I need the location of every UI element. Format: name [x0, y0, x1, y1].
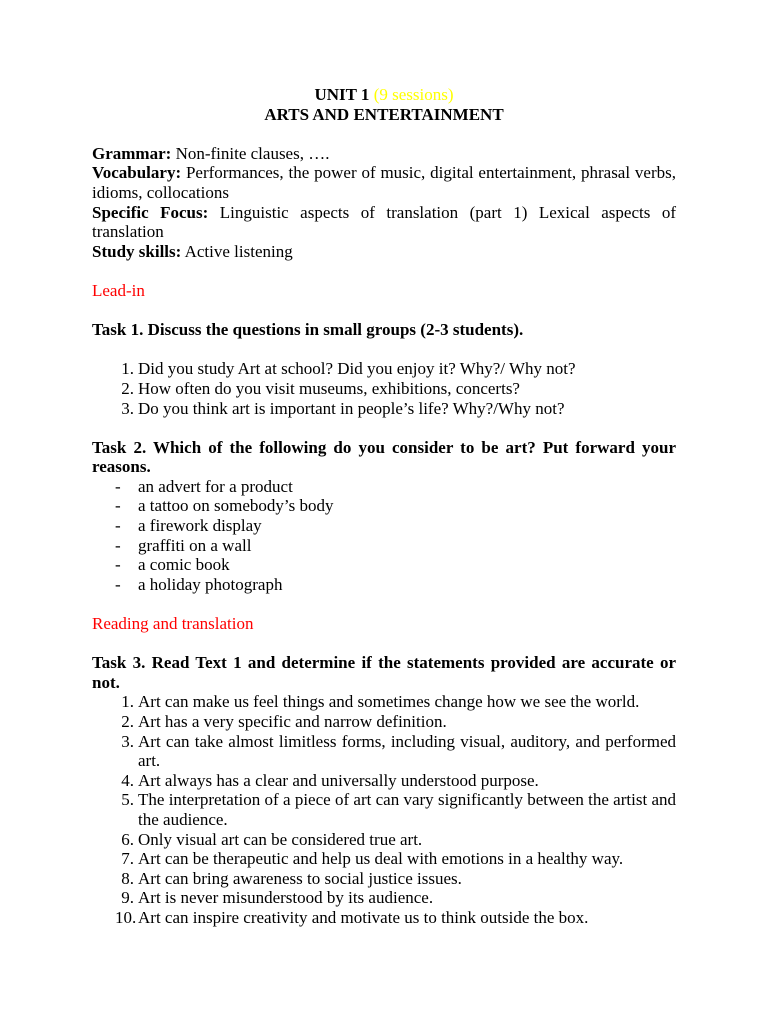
item-number: 2. — [121, 378, 134, 398]
list-item — [92, 790, 676, 829]
item-dash: - — [115, 555, 121, 575]
item-text: a firework display — [138, 516, 262, 536]
item-dash: - — [115, 574, 121, 594]
unit-title — [92, 105, 676, 125]
focus-text: Linguistic aspects of translation (part 1) Lexical aspects of translation — [92, 202, 676, 242]
skills-label: Study skills: — [92, 241, 182, 261]
sessions-label: (9 sessions) — [373, 85, 454, 104]
vocabulary-line — [92, 163, 676, 202]
item-text: Art always has a clear and universally understood purpose. — [138, 770, 539, 790]
list-item — [92, 771, 676, 791]
vocabulary-label: Vocabulary: — [92, 163, 182, 183]
item-text: a holiday photograph — [138, 574, 283, 594]
item-text: Art can bring awareness to social justice issues. — [138, 868, 462, 888]
item-text: an advert for a product — [138, 476, 293, 496]
item-number: 3. — [121, 731, 134, 751]
item-text: Art has a very specific and narrow definition. — [138, 712, 447, 731]
item-text: a tattoo on somebody’s body — [138, 496, 334, 516]
item-text: How often do you visit museums, exhibitions, concerts? — [138, 378, 520, 398]
task2-list — [92, 477, 676, 595]
vocabulary-text: Performances, the power of music, digital entertainment, phrasal verbs, idioms, collocations — [92, 163, 676, 202]
item-number: 5. — [121, 790, 134, 810]
task1-title-text: Task 1. Discuss the questions in small groups (2-3 students). — [92, 320, 524, 340]
list-item — [92, 830, 676, 850]
item-text: Art can make us feel things and sometimes change how we see the world. — [138, 692, 640, 712]
list-item — [92, 849, 676, 869]
list-item — [92, 536, 676, 556]
item-number: 8. — [121, 868, 134, 888]
item-number: 1. — [121, 692, 134, 712]
task2-title — [92, 438, 676, 477]
leadin-heading: Lead-in — [92, 280, 145, 300]
item-number: 4. — [121, 770, 134, 790]
list-item — [92, 712, 676, 732]
list-item — [92, 496, 676, 516]
item-text: graffiti on a wall — [138, 535, 252, 555]
list-item — [92, 869, 676, 889]
item-number: 1. — [121, 359, 134, 379]
item-dash: - — [115, 535, 121, 555]
list-item — [92, 575, 676, 595]
task3-title — [92, 653, 676, 692]
list-item — [92, 477, 676, 497]
grammar-label: Grammar: — [92, 143, 172, 163]
item-text: Only visual art can be considered true art. — [138, 829, 423, 849]
list-item — [92, 888, 676, 908]
list-item — [92, 692, 676, 712]
unit-label: UNIT 1 — [314, 85, 370, 104]
skills-text: Active listening — [181, 241, 293, 261]
item-number: 9. — [121, 888, 134, 908]
item-dash: - — [115, 516, 121, 536]
list-item — [92, 555, 676, 575]
task2-title-text: Task 2. Which of the following do you consider to be art? Put forward your reasons. — [92, 437, 676, 477]
item-text: The interpretation of a piece of art can vary significantly between the artist and the audience. — [138, 790, 676, 829]
item-number: 3. — [121, 398, 134, 418]
focus-line — [92, 203, 676, 242]
item-text: Do you think art is important in people’s life? Why?/Why not? — [138, 398, 565, 418]
grammar-text: Non-finite clauses, …. — [171, 143, 330, 163]
item-dash: - — [115, 476, 121, 496]
reading-heading: Reading and translation — [92, 614, 254, 634]
item-dash: - — [115, 496, 121, 516]
unit-heading — [92, 85, 676, 105]
list-item — [92, 908, 676, 928]
focus-label: Specific Focus: — [92, 202, 209, 222]
task1-list — [92, 359, 676, 418]
item-text: Art is never misunderstood by its audience. — [138, 888, 434, 908]
item-number: 6. — [121, 829, 134, 849]
list-item — [92, 516, 676, 536]
item-number: 2. — [121, 712, 134, 731]
unit-title-text: ARTS AND ENTERTAINMENT — [264, 104, 504, 124]
grammar-line — [92, 144, 676, 164]
task3-title-text: Task 3. Read Text 1 and determine if the statements provided are accurate or not. — [92, 653, 676, 692]
item-number: 10. — [115, 907, 137, 927]
list-item — [92, 732, 676, 771]
item-text: Art can be therapeutic and help us deal with emotions in a healthy way. — [138, 849, 624, 869]
skills-line — [92, 242, 676, 262]
item-text: a comic book — [138, 555, 230, 575]
item-text: Art can take almost limitless forms, including visual, auditory, and performed art. — [138, 731, 676, 771]
list-item — [92, 359, 676, 379]
item-text: Did you study Art at school? Did you enjoy it? Why?/ Why not? — [138, 359, 576, 379]
task1-title — [92, 320, 676, 340]
list-item — [92, 379, 676, 399]
item-number: 7. — [121, 849, 134, 869]
item-text: Art can inspire creativity and motivate us to think outside the box. — [138, 907, 589, 927]
list-item — [92, 399, 676, 419]
task3-list — [92, 692, 676, 927]
